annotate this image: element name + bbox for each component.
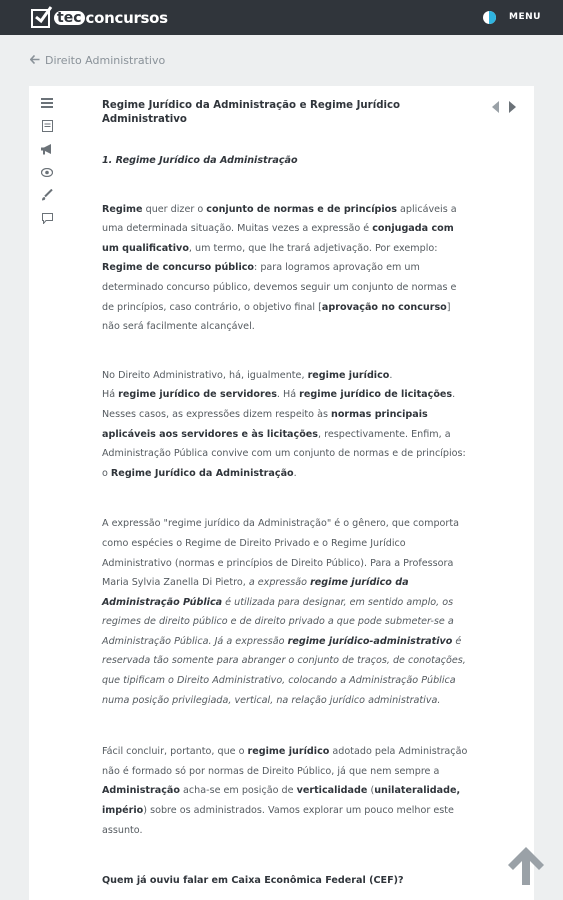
paragraph-1 [102, 200, 470, 337]
notes-icon[interactable] [40, 119, 54, 133]
text-run: normas principais aplicáveis aos servidores e às licitações [102, 408, 428, 440]
text-run: acha-se em posição de [179, 785, 297, 797]
text-run: Regime de concurso público [102, 262, 255, 274]
text-run: . [389, 369, 393, 381]
tools-sidebar [40, 96, 54, 234]
tecconcursos-logo[interactable] [31, 7, 168, 29]
text-run: verticalidade [296, 785, 368, 797]
text-run: No Direito Administrativo, há, igualmente, [102, 369, 308, 381]
menu-icon[interactable] [40, 96, 54, 110]
text-run: : para logramos aprovação em um determinado concurso público, devemos seguir um conjunto de normas e de princípios, caso contrário, o objetivo final [ [102, 262, 457, 313]
article-navigation [492, 98, 516, 117]
article-card [29, 86, 534, 900]
text-run: regime jurídico-administrativo [287, 635, 453, 647]
text-run: aplicáveis a uma determinada situação. Muitas vezes a expressão é [102, 203, 457, 235]
text-run: a expressão [248, 577, 311, 589]
eye-icon[interactable] [40, 165, 54, 179]
text-run: . Nesses casos, as expressões dizem respeito às [102, 389, 456, 420]
back-arrow-icon [30, 53, 40, 67]
text-run: ( [367, 785, 375, 797]
text-run: , um termo, que lhe trará adjetivação. Por exemplo: [188, 242, 438, 254]
breadcrumb[interactable] [30, 53, 165, 67]
text-run: quer dizer o [142, 203, 207, 215]
text-run: regime jurídico de servidores [118, 389, 277, 401]
brush-icon[interactable] [40, 188, 54, 202]
previous-arrow-icon[interactable] [492, 98, 500, 117]
text-run: ] não será facilmente alcançável. [102, 301, 451, 333]
text-run: , respectivamente. Enfim, a Administração Pública convive com um conjunto de normas e de princípios: o [102, 428, 466, 479]
breadcrumb-label: Direito Administrativo [45, 53, 166, 67]
megaphone-icon[interactable] [40, 142, 54, 156]
article-title: Regime Jurídico da Administração e Regime Jurídico Administrativo [102, 100, 401, 125]
text-run: . [293, 467, 297, 479]
menu-button[interactable]: MENU [509, 12, 541, 22]
text-run: regime jurídico [247, 746, 330, 758]
text-run: Fácil concluir, portanto, que o [102, 746, 248, 758]
text-run: aprovação no concurso [321, 301, 447, 313]
article-content [102, 99, 470, 891]
logo-check-icon [31, 9, 50, 28]
paragraph-5: Quem já ouviu falar em Caixa Econômica Federal (CEF)? [102, 875, 404, 887]
next-arrow-icon[interactable] [508, 98, 516, 117]
text-run: conjugada com um qualificativo [102, 223, 454, 254]
text-run: ) sobre os administrados. Vamos explorar um pouco melhor este assunto. [102, 805, 454, 836]
comment-icon[interactable] [40, 211, 54, 225]
text-run: Regime Jurídico da Administração [110, 467, 294, 479]
text-run: regime jurídico [307, 369, 390, 381]
text-run: Regime [102, 203, 143, 215]
text-run: adotado pela Administração não é formado só por normas de Direito Público, já que nem sempre a [102, 746, 468, 777]
text-run: unilateralidade, império [102, 785, 461, 817]
paragraph-3 [102, 514, 470, 710]
section-title: 1. Regime Jurídico da Administração [102, 155, 298, 166]
text-run: é reservada tão somente para abranger o conjunto de traços, de conotações, que tipificam o Direito Administrativo, colocando a Administração Pública numa posição privilegiada, vertical, na relação jurídico administrativa. [102, 635, 466, 706]
paragraph-4 [102, 742, 470, 840]
logo-concursos-text: concursos [85, 9, 168, 27]
contrast-toggle-icon[interactable] [483, 11, 496, 24]
paragraph-2a [102, 366, 470, 386]
text-run: Há [102, 389, 119, 401]
text-run: . Há [276, 389, 300, 401]
text-run: regime jurídico de licitações [299, 389, 453, 401]
logo-tec-text: tec [54, 11, 85, 25]
paragraph-2b [102, 385, 470, 483]
text-run: é utilizada para designar, em sentido amplo, os regimes de direito público e de direito privado a que pode submeter-se a Administração Pública. Já a expressão [102, 596, 454, 647]
text-run: regime jurídico da Administração Pública [102, 577, 409, 608]
top-bar [0, 0, 563, 35]
text-run: Administração [102, 785, 180, 797]
scroll-top-arrow-icon[interactable] [506, 845, 546, 891]
text-run: A expressão "regime jurídico da Administração" é o gênero, que comporta como espécies o Regime de Direito Privado e o Regime Jurídico Administrativo (normas e princípios de Direito Público). Para a Professora Maria Sylvia Zanella Di Pietro, [102, 518, 459, 589]
text-run: conjunto de normas e de princípios [206, 203, 397, 215]
